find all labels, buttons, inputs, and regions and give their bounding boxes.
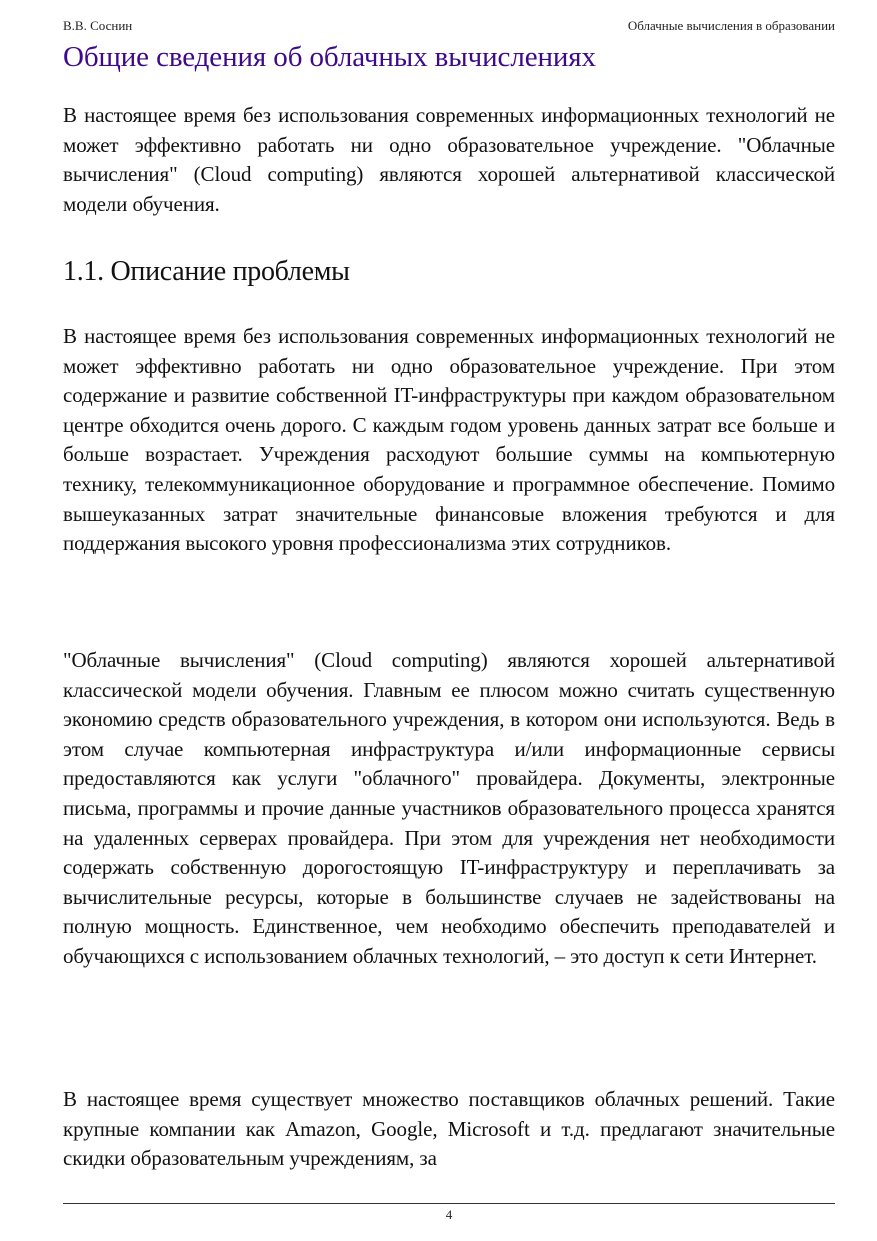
header-book-title: Облачные вычисления в образовании <box>627 18 835 33</box>
page-number: 4 <box>445 1207 453 1222</box>
chapter-intro-paragraph: В настоящее время без использования современных информационных технологий не может эффективно работать ни одно образовательное учреждение. "Облачные вычисления" (Cloud computing) являются хорошей альтернативой классической модели обучения. <box>63 103 835 216</box>
section-paragraph-2: "Облачные вычисления" (Cloud computing) являются хорошей альтернативой классической модели обучения. Главным ее плюсом можно считать существенную экономию средств образовательного учреждения, в котором они используются. Ведь в этом случае компьютерная инфраструктура и/или информационные сервисы предоставляются как услуги "облачного" провайдера. Документы, электронные письма, программы и прочие данные участников образовательного процесса хранятся на удаленных серверах провайдера. При этом для учреждения нет необходимости содержать собственную дорогостоящую IT-инфраструктуру и переплачивать за вычислительные ресурсы, которые в большинстве случаев не задействованы на полную мощность. Единственное, чем необходимо обеспечить преподавателей и обучающихся с использованием облачных технологий, – это доступ к сети Интернет. <box>63 648 835 968</box>
document-page <box>63 0 835 1241</box>
running-header <box>63 17 835 35</box>
section-title: 1.1. Описание проблемы <box>63 256 350 287</box>
header-author: В.В. Соснин <box>63 18 133 33</box>
footer-divider <box>63 1203 835 1204</box>
chapter-title: Общие сведения об облачных вычислениях <box>63 41 596 73</box>
section-paragraph-3: В настоящее время существует множество поставщиков облачных решений. Такие крупные компании как Amazon, Google, Microsoft и т.д. предлагают значительные скидки образовательным учреждениям, за <box>63 1087 835 1171</box>
section-paragraph-1: В настоящее время без использования современных информационных технологий не может эффективно работать ни одно образовательное учреждение. При этом содержание и развитие собственной IT-инфраструктуры при каждом образовательном центре обходится очень дорого. С каждым годом уровень данных затрат все больше и больше возрастает. Учреждения расходуют большие суммы на компьютерную технику, телекоммуникационное оборудование и программное обеспечение. Помимо вышеуказанных затрат значительные финансовые вложения требуются и для поддержания высокого уровня профессионализма этих сотрудников. <box>63 324 835 556</box>
